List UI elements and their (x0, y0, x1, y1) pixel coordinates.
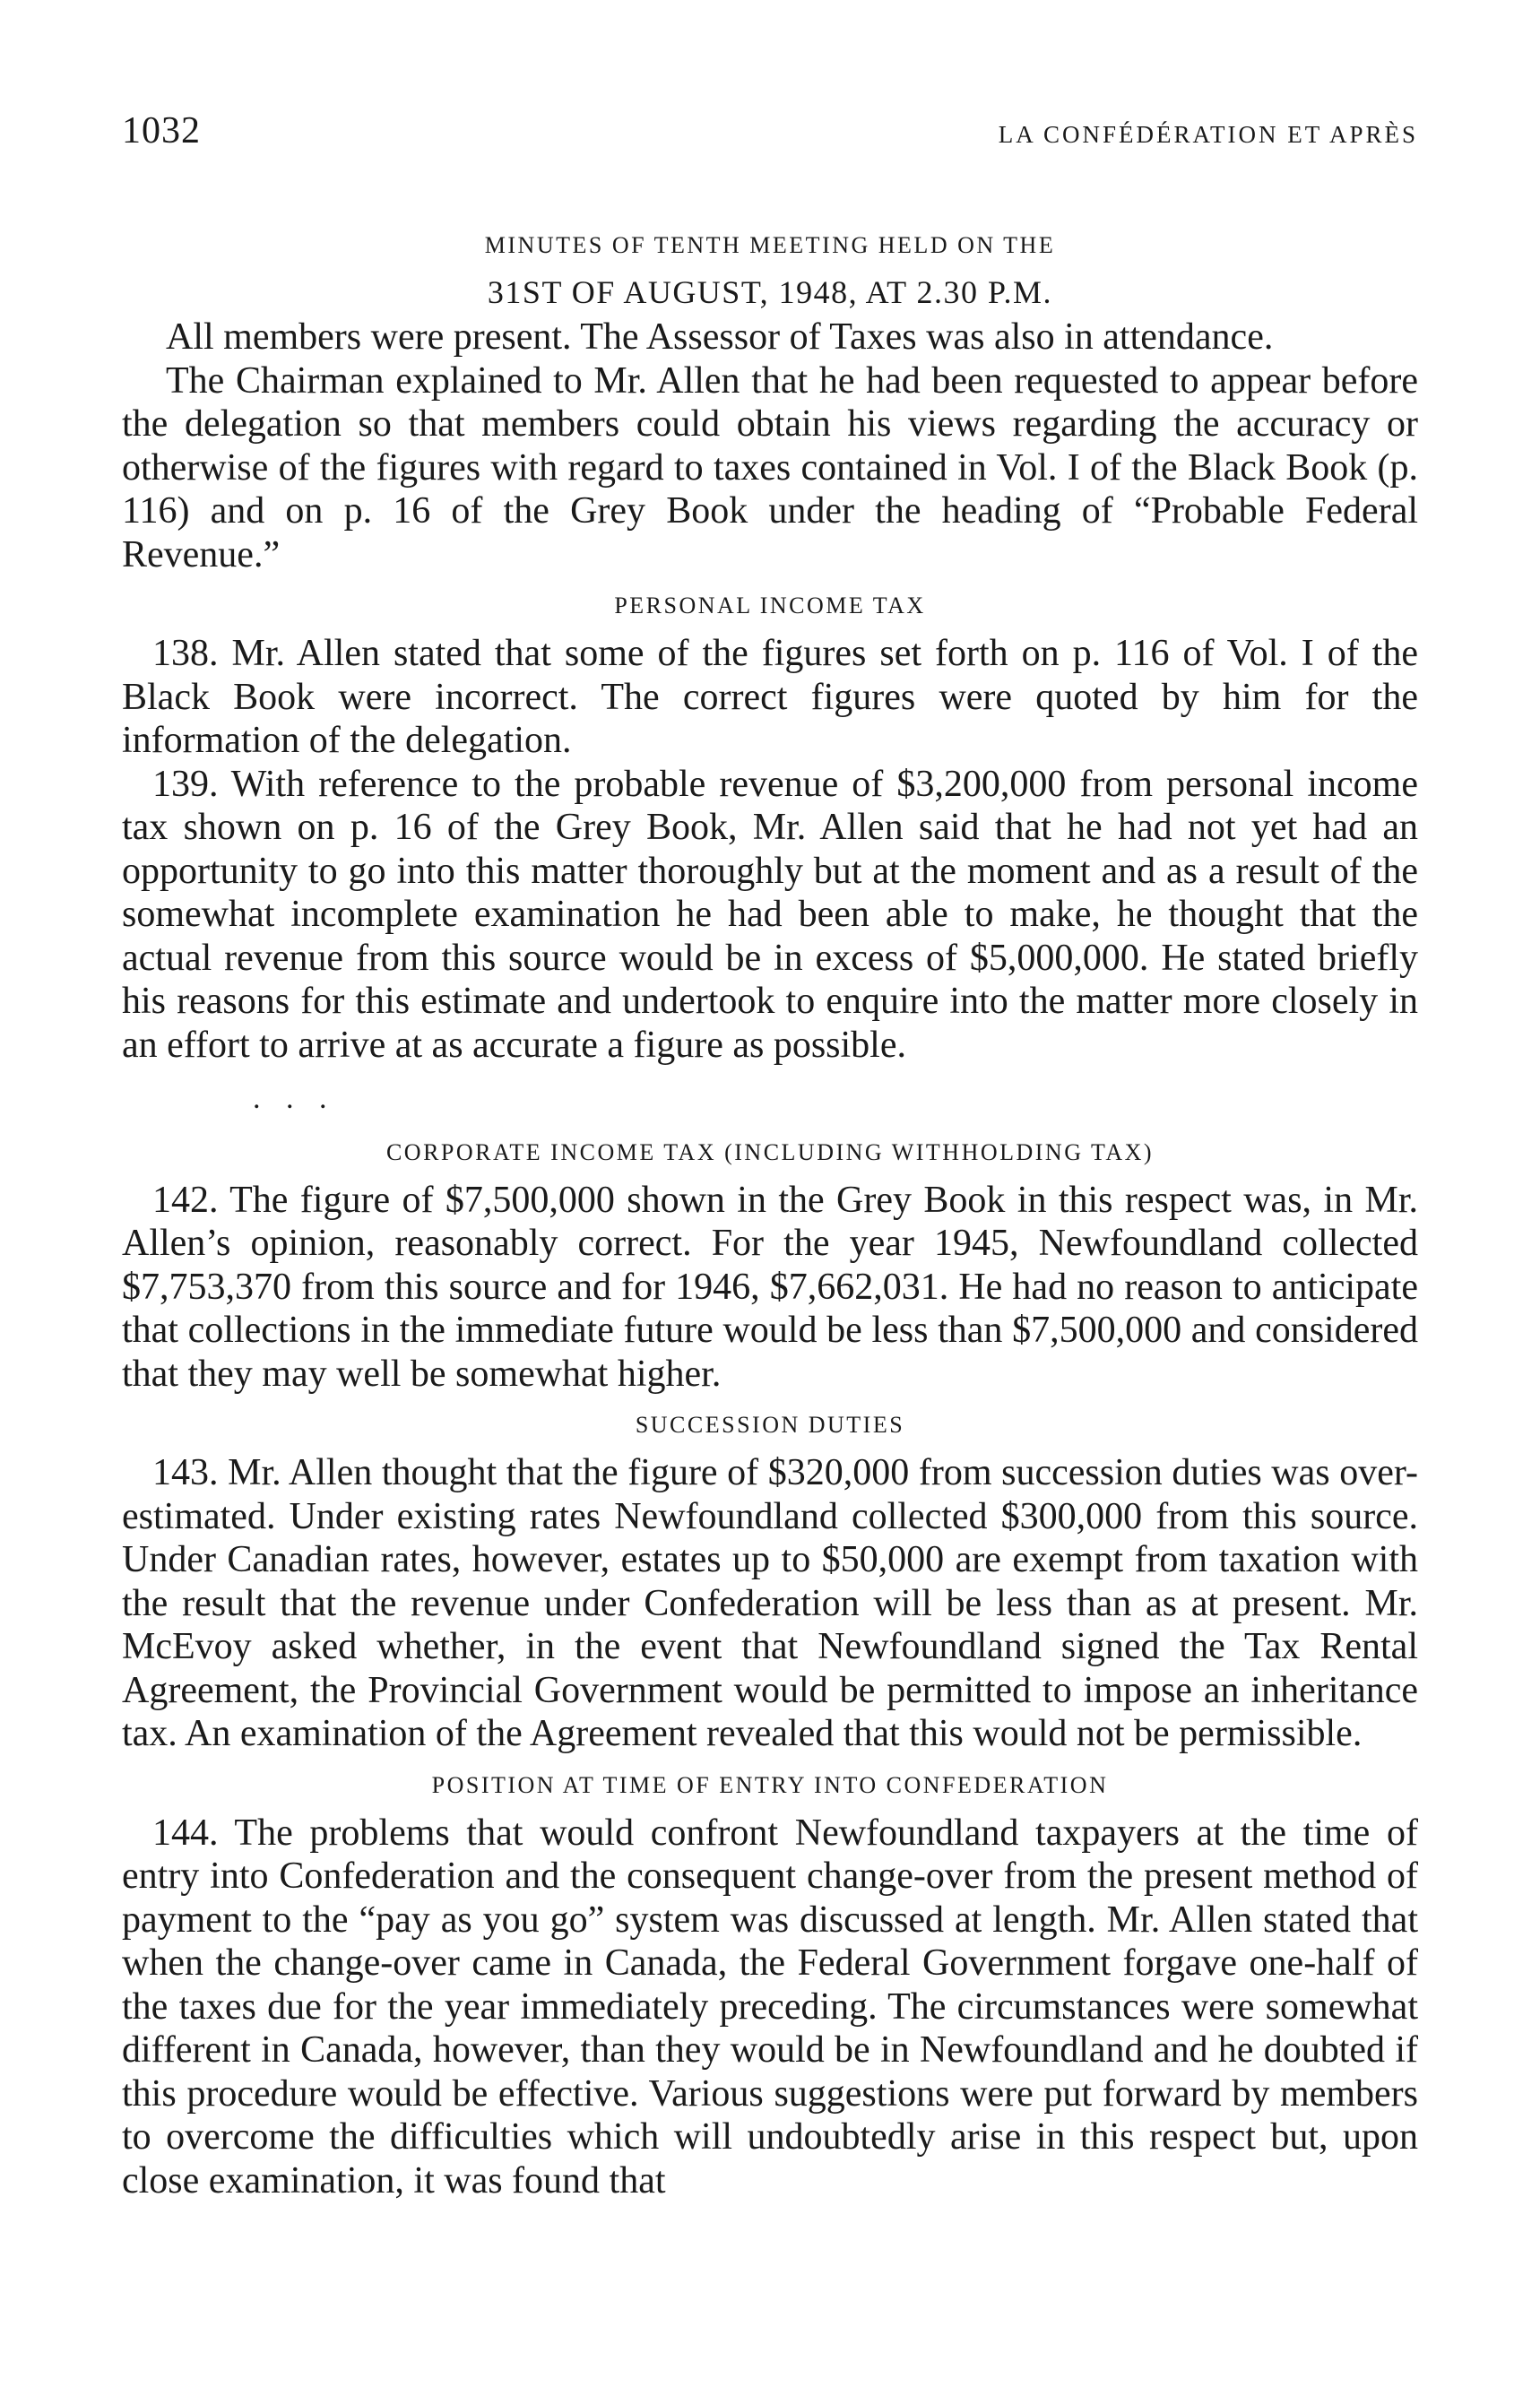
omission-ellipsis: . . . (253, 1082, 336, 1115)
page-body (122, 222, 1418, 2202)
paragraph-144: 144. The problems that would confront Newfoundland taxpayers at the time of entry into Confederation and the consequent change-over from the present method of payment to the “pay as you go” system was discussed at length. Mr. Allen stated that when the change-over came in Canada, the Federal Government forgave one-half of the taxes due for the year immediately preceding. The circumstances were somewhat different in Canada, however, than they would be in Newfoundland and he doubted if this procedure would be effective. Various suggestions were put forward by members to overcome the difficulties which will undoubtedly arise in this respect but, upon close examination, it was found that (122, 1812, 1418, 2201)
paragraph-138: 138. Mr. Allen stated that some of the figures set forth on p. 116 of Vol. I of the Black Book were incorrect. The correct figures were quoted by him for the information of the delegation. (122, 633, 1418, 761)
attendance-paragraph: All members were present. The Assessor of Taxes was also in attendance. (166, 316, 1274, 358)
minutes-heading-line2: 31ST OF AUGUST, 1948, AT 2.30 P.M. (487, 274, 1053, 310)
paragraph-142: 142. The figure of $7,500,000 shown in the Grey Book in this respect was, in Mr. Allen’s opinion, reasonably correct. For the year 1945, Newfoundland collected $7,753,370 from this source and for 1946, $7,662,031. He had no reason to anticipate that collections in the immediate future would be less than $7,500,000 and considered that they may well be somewhat higher. (122, 1179, 1418, 1395)
page-number: 1032 (122, 110, 201, 151)
paragraph-139: 139. With reference to the probable revenue of $3,200,000 from personal income tax shown on p. 16 of the Grey Book, Mr. Allen said that he had not yet had an opportunity to go into this matter thoroughly but at the moment and as a result of the somewhat incomplete examination he had been able to make, he thought that the actual revenue from this source would be in excess of $5,000,000. He stated briefly his reasons for this estimate and undertook to enquire into the matter more closely in an effort to arrive at as accurate a figure as possible. (122, 763, 1418, 1066)
chairman-paragraph: The Chairman explained to Mr. Allen that he had been requested to appear before the delegation so that members could obtain his views regarding the accuracy or otherwise of the figures with regard to taxes contained in Vol. I of the Black Book (p. 116) and on p. 16 of the Grey Book under the heading of “Probable Federal Revenue.” (122, 359, 1418, 575)
running-header (122, 109, 1418, 152)
paragraph-143: 143. Mr. Allen thought that the figure of $320,000 from succession duties was over-estimated. Under existing rates Newfoundland collected $300,000 from this source. Under Canadian rates, however, estates up to $50,000 are exempt from taxation with the result that the revenue under Confederation will be less than as at present. Mr. McEvoy asked whether, in the event that Newfoundland signed the Tax Rental Agreement, the Provincial Government would be permitted to impose an inheritance tax. An examination of the Agreement revealed that this would not be permissible. (122, 1452, 1418, 1754)
section-heading-succession-duties: SUCCESSION DUTIES (635, 1412, 905, 1438)
running-title: LA CONFÉDÉRATION ET APRÈS (998, 121, 1418, 148)
section-heading-personal-income-tax: PERSONAL INCOME TAX (614, 593, 926, 618)
minutes-heading (122, 222, 1418, 316)
section-heading-position-at-entry: POSITION AT TIME OF ENTRY INTO CONFEDERATION (431, 1771, 1109, 1798)
section-heading-corporate-income-tax: CORPORATE INCOME TAX (INCLUDING WITHHOLDING TAX) (385, 1138, 1155, 1165)
minutes-heading-line1: MINUTES OF TENTH MEETING HELD ON THE (484, 232, 1056, 258)
